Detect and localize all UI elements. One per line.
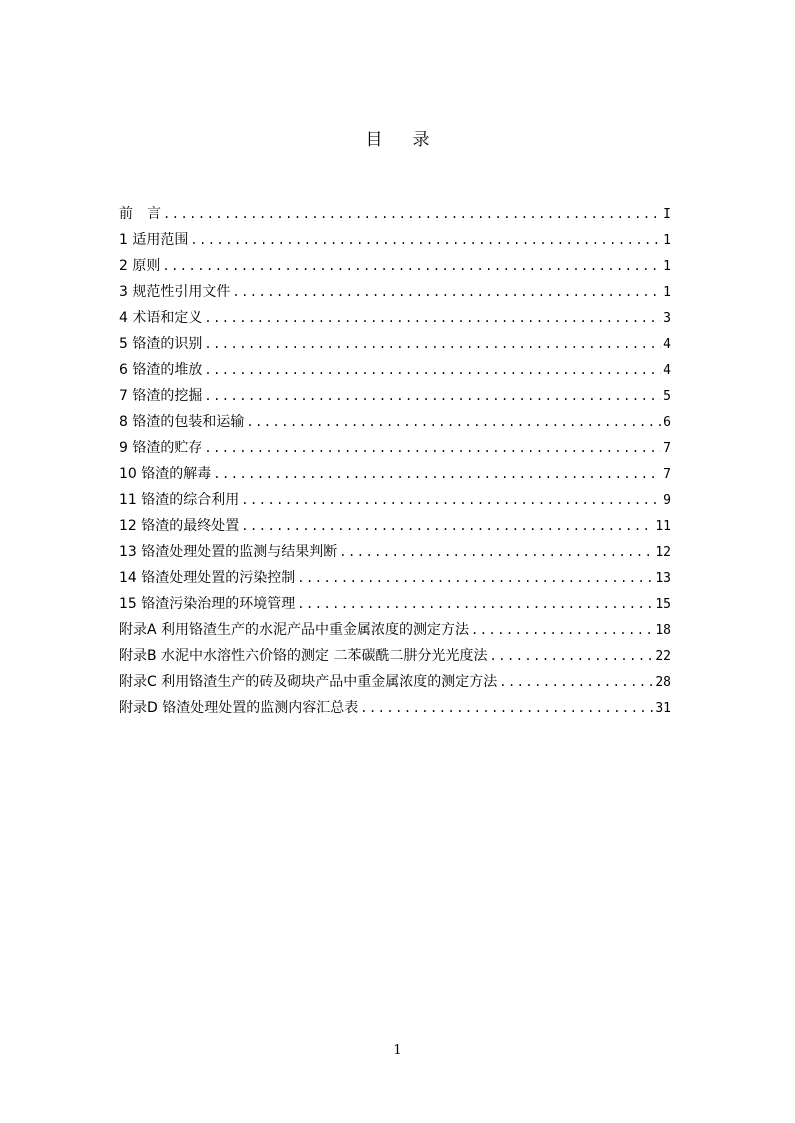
page-number: 1 [393, 1043, 402, 1058]
toc-entry-page: 28 [655, 675, 671, 690]
toc-leader-dots [241, 513, 653, 539]
toc-entry-page: 18 [655, 623, 671, 638]
toc-entry-page: 3 [663, 311, 671, 326]
toc-leader-dots [204, 435, 661, 461]
toc-leader-dots [241, 487, 661, 513]
toc-entry-page: 1 [663, 259, 671, 274]
toc-entry-title: 15 铬渣污染治理的环境管理 [119, 596, 296, 612]
toc-entry[interactable] [119, 591, 671, 617]
toc-entry[interactable] [119, 565, 671, 591]
toc-leader-dots [190, 227, 661, 253]
toc-entry-page: 13 [655, 571, 671, 586]
toc-entry-page: 12 [655, 545, 671, 560]
toc-entry-title: 附录B 水泥中水溶性六价铬的测定 二苯碳酰二肼分光光度法 [119, 648, 488, 664]
page-title-left: 目 [365, 130, 383, 150]
toc-entry[interactable] [119, 409, 671, 435]
toc-entry-title: 12 铬渣的最终处置 [119, 518, 240, 534]
toc-entry[interactable] [119, 695, 671, 721]
toc-entry-page: 22 [655, 649, 671, 664]
toc-entry-title: 3 规范性引用文件 [119, 284, 231, 300]
toc-entry[interactable] [119, 253, 671, 279]
toc-leader-dots [339, 539, 653, 565]
toc-entry-page: 4 [663, 363, 671, 378]
toc-entry-page: I [663, 207, 671, 222]
toc-entry-page: 1 [663, 285, 671, 300]
toc-leader-dots [490, 643, 654, 669]
toc-entry[interactable] [119, 435, 671, 461]
toc-entry-page: 5 [663, 389, 671, 404]
toc-entry[interactable] [119, 383, 671, 409]
toc-entry-page: 7 [663, 441, 671, 456]
toc-entry-title: 6 铬渣的堆放 [119, 362, 203, 378]
toc-entry-page: 31 [655, 701, 671, 716]
toc-entry-title: 前 言 [119, 206, 161, 222]
toc-leader-dots [204, 331, 661, 357]
toc-entry[interactable] [119, 539, 671, 565]
toc-entry-title: 10 铬渣的解毒 [119, 466, 212, 482]
toc-leader-dots [471, 617, 653, 643]
toc-entry[interactable] [119, 331, 671, 357]
toc-leader-dots [204, 357, 661, 383]
page-title-right: 录 [412, 130, 430, 150]
toc-entry[interactable] [119, 513, 671, 539]
toc-leader-dots [297, 591, 653, 617]
toc-leader-dots [246, 409, 661, 435]
toc-entry[interactable] [119, 279, 671, 305]
toc-entry[interactable] [119, 617, 671, 643]
toc-leader-dots [297, 565, 653, 591]
toc-entry-page: 9 [663, 493, 671, 508]
toc-leader-dots [213, 461, 661, 487]
toc-entry-title: 附录C 利用铬渣生产的砖及砌块产品中重金属浓度的测定方法 [119, 674, 498, 690]
toc-entry-page: 1 [663, 233, 671, 248]
toc-entry-page: 6 [663, 415, 671, 430]
toc-leader-dots [163, 201, 661, 227]
toc-entry-title: 8 铬渣的包装和运输 [119, 414, 245, 430]
toc-entry-title: 1 适用范围 [119, 232, 189, 248]
toc-leader-dots [162, 253, 661, 279]
toc-entry[interactable] [119, 669, 671, 695]
toc-entry-title: 附录D 铬渣处理处置的监测内容汇总表 [119, 700, 359, 716]
toc-entry-title: 13 铬渣处理处置的监测与结果判断 [119, 544, 338, 560]
toc-entry[interactable] [119, 643, 671, 669]
toc-entry-title: 7 铬渣的挖掘 [119, 388, 203, 404]
table-of-contents [119, 201, 671, 721]
toc-leader-dots [360, 695, 653, 721]
toc-entry-page: 15 [655, 597, 671, 612]
toc-leader-dots [499, 669, 653, 695]
toc-entry[interactable] [119, 201, 671, 227]
toc-leader-dots [204, 305, 661, 331]
toc-entry-title: 11 铬渣的综合利用 [119, 492, 240, 508]
toc-entry[interactable] [119, 487, 671, 513]
toc-entry-title: 2 原则 [119, 258, 161, 274]
toc-entry-page: 7 [663, 467, 671, 482]
toc-entry-title: 9 铬渣的贮存 [119, 440, 203, 456]
toc-entry-title: 4 术语和定义 [119, 310, 203, 326]
toc-entry[interactable] [119, 305, 671, 331]
toc-leader-dots [232, 279, 661, 305]
toc-entry-title: 14 铬渣处理处置的污染控制 [119, 570, 296, 586]
toc-entry[interactable] [119, 227, 671, 253]
toc-entry-page: 4 [663, 337, 671, 352]
page-title [0, 125, 795, 150]
toc-entry-title: 5 铬渣的识别 [119, 336, 203, 352]
toc-entry[interactable] [119, 357, 671, 383]
toc-entry-title: 附录A 利用铬渣生产的水泥产品中重金属浓度的测定方法 [119, 622, 470, 638]
toc-leader-dots [204, 383, 661, 409]
toc-entry-page: 11 [655, 519, 671, 534]
toc-entry[interactable] [119, 461, 671, 487]
